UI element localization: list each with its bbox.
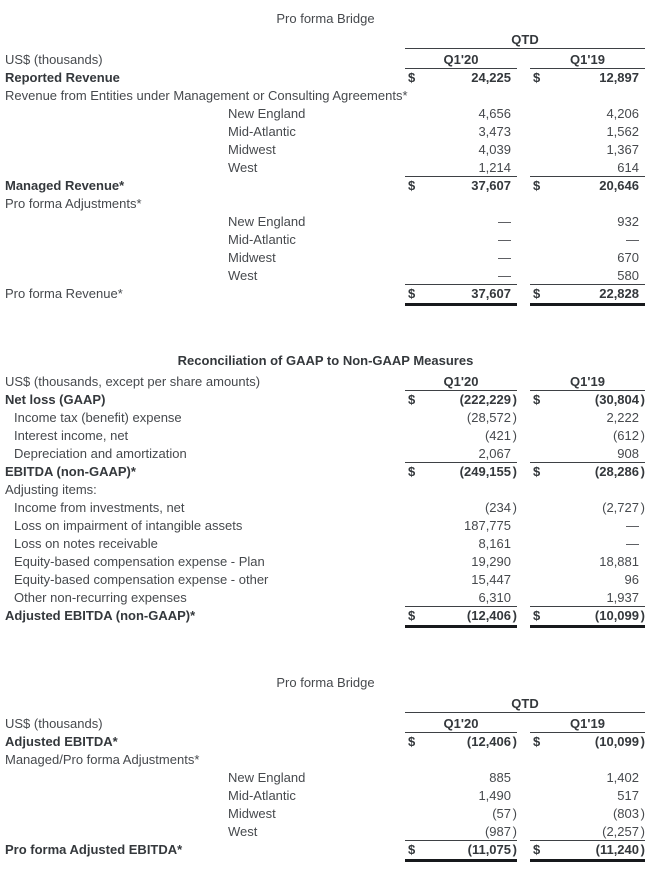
value: 2,222 [606,410,639,425]
table-row [5,535,646,553]
value-cell-q120 [405,231,517,249]
row-label: Loss on notes receivable [14,536,158,551]
row-label: Midwest [228,142,276,157]
column-gap [517,105,530,123]
value: (28,286 [594,464,639,479]
column-header-q120: Q1'20 [405,715,517,733]
value: (421 [484,428,511,443]
table-row [5,249,646,267]
dollar-sign: $ [408,70,416,85]
value: 580 [617,268,639,283]
value-cell-q119 [530,535,645,553]
value: 24,225 [471,70,511,85]
column-header-q120: Q1'20 [405,51,517,69]
table-row [5,159,646,177]
value: 37,607 [471,286,511,301]
column-gap [517,535,530,553]
row-label: West [228,824,258,839]
closing-paren: ) [512,824,517,839]
column-gap [517,841,530,862]
row-label: EBITDA (non-GAAP)* [5,464,136,479]
table-row [5,69,646,87]
column-gap [517,805,530,823]
pro-forma-bridge-revenue [5,10,646,306]
value: (11,240 [595,842,639,857]
value-cell-q120 [405,249,517,267]
table-row [5,805,646,823]
dollar-sign: $ [408,464,416,479]
table-row [5,105,646,123]
table-row [5,571,646,589]
value-cell-q120 [405,427,517,445]
value-cell-q119 [530,589,645,607]
row-label: Midwest [228,250,276,265]
value: (234 [484,500,511,515]
column-gap [517,249,530,267]
column-gap [517,445,530,463]
section-label-row [5,87,646,105]
column-gap [517,267,530,285]
value-cell-q120 [405,105,517,123]
table-row [5,445,646,463]
value: — [498,214,511,229]
dollar-sign: $ [408,178,416,193]
value: 2,067 [478,446,511,461]
table-row [5,589,646,607]
value-cell-q119 [530,177,645,195]
table-row [5,231,646,249]
value: (2,257 [602,824,639,839]
dollar-sign: $ [533,464,541,479]
value-cell-q120 [405,535,517,553]
value: (249,155 [459,464,511,479]
value-cell-q119 [530,141,645,159]
row-label: Revenue from Entities under Management or Consulting Agreements* [5,88,408,103]
row-label: Income tax (benefit) expense [14,410,182,425]
row-label: Mid-Atlantic [228,788,296,803]
value: (12,406 [466,608,511,623]
closing-paren: ) [512,464,517,479]
value: 1,367 [606,142,639,157]
column-gap [517,463,530,481]
value-cell-q119 [530,409,645,427]
value-cell-q120 [405,589,517,607]
value: — [498,232,511,247]
value-cell-q119 [530,159,645,177]
column-gap [517,715,530,733]
value: (28,572 [466,410,511,425]
value: (10,099 [594,608,639,623]
row-label: Mid-Atlantic [228,232,296,247]
value-cell-q120 [405,517,517,535]
table-title: Reconciliation of GAAP to Non-GAAP Measures [177,353,474,368]
column-gap [517,607,530,628]
value-cell-q119 [530,823,645,841]
value-cell-q120 [405,267,517,285]
value: 19,290 [471,554,511,569]
value-cell-q120 [405,159,517,177]
row-label: Adjusted EBITDA* [5,734,118,749]
value: (30,804 [594,392,639,407]
value-cell-q120 [405,787,517,805]
value: (2,727 [602,500,639,515]
value: (12,406 [466,734,511,749]
section-label-row [5,195,646,213]
table-row [5,123,646,141]
closing-paren: ) [640,608,645,623]
value-cell-q119 [530,517,645,535]
column-gap [517,499,530,517]
value-cell-q119 [530,607,645,628]
value: (11,075 [467,842,511,857]
table-row [5,267,646,285]
value-cell-q120 [405,607,517,628]
dollar-sign: $ [408,392,416,407]
value-cell-q120 [405,285,517,306]
unit-label: US$ (thousands) [5,52,103,67]
table-row [5,607,646,628]
table-row [5,769,646,787]
qtd-group-row [5,695,646,713]
table-title: Pro forma Bridge [276,675,375,690]
column-header-row [5,715,646,733]
value: — [626,536,639,551]
value: 1,214 [478,160,511,175]
value-cell-q120 [405,463,517,481]
dollar-sign: $ [533,608,541,623]
column-gap [517,409,530,427]
value: 614 [617,160,639,175]
value: 908 [617,446,639,461]
row-label: Loss on impairment of intangible assets [14,518,243,533]
table-row [5,463,646,481]
value: 885 [489,770,511,785]
value: 1,402 [606,770,639,785]
closing-paren: ) [512,842,517,857]
closing-paren: ) [512,392,517,407]
table-row [5,141,646,159]
row-label: Income from investments, net [14,500,185,515]
value: (10,099 [594,734,639,749]
table-row [5,823,646,841]
value-cell-q119 [530,267,645,285]
value-cell-q120 [405,823,517,841]
column-gap [517,823,530,841]
qtd-group-header: QTD [405,695,645,713]
group-row-spacer [5,695,405,713]
pro-forma-bridge-ebitda [5,674,646,862]
value-cell-q119 [530,391,645,409]
column-header-row [5,373,646,391]
closing-paren: ) [512,806,517,821]
column-gap [517,427,530,445]
column-gap [517,391,530,409]
closing-paren: ) [512,500,517,515]
value: — [498,250,511,265]
value-cell-q120 [405,123,517,141]
value-cell-q120 [405,69,517,87]
value: 37,607 [471,178,511,193]
value: — [626,232,639,247]
closing-paren: ) [512,410,517,425]
value: 1,562 [606,124,639,139]
value-cell-q120 [405,499,517,517]
column-gap [517,517,530,535]
unit-label: US$ (thousands, except per share amounts) [5,374,261,389]
table-row [5,391,646,409]
row-label: Reported Revenue [5,70,120,85]
column-header-q119: Q1'19 [530,51,645,69]
value: 187,775 [464,518,511,533]
row-label: West [228,160,258,175]
table-row [5,409,646,427]
column-gap [517,177,530,195]
table-row [5,427,646,445]
value-cell-q119 [530,733,645,751]
column-header-q119: Q1'19 [530,373,645,391]
value: 18,881 [599,554,639,569]
row-label: Pro forma Adjustments* [5,196,142,211]
value: (987 [484,824,511,839]
value: (57 [492,806,511,821]
value: 670 [617,250,639,265]
column-gap [517,589,530,607]
value: 22,828 [599,286,639,301]
row-label: Midwest [228,806,276,821]
value-cell-q119 [530,787,645,805]
section-label-row [5,481,646,499]
value-cell-q120 [405,445,517,463]
value-cell-q119 [530,285,645,306]
closing-paren: ) [640,842,645,857]
dollar-sign: $ [533,392,541,407]
value-cell-q119 [530,769,645,787]
section-label-row [5,751,646,769]
column-gap [517,123,530,141]
row-label: New England [228,106,306,121]
row-label: Adjusting items: [5,482,97,497]
unit-label: US$ (thousands) [5,716,103,731]
value-cell-q120 [405,571,517,589]
row-label: Equity-based compensation expense - Plan [14,554,265,569]
closing-paren: ) [640,734,645,749]
qtd-group-row [5,31,646,49]
table-row [5,787,646,805]
row-label: Pro forma Adjusted EBITDA* [5,842,183,857]
value-cell-q119 [530,123,645,141]
value-cell-q119 [530,805,645,823]
column-gap [517,159,530,177]
dollar-sign: $ [533,734,541,749]
closing-paren: ) [512,734,517,749]
column-header-q120: Q1'20 [405,373,517,391]
value: 1,490 [478,788,511,803]
value: 20,646 [599,178,639,193]
dollar-sign: $ [533,70,541,85]
dollar-sign: $ [533,842,541,857]
value: (803 [612,806,639,821]
value-cell-q119 [530,445,645,463]
value: 6,310 [478,590,511,605]
closing-paren: ) [512,428,517,443]
closing-paren: ) [640,500,645,515]
table-row [5,733,646,751]
value-cell-q119 [530,553,645,571]
value: 96 [624,572,639,587]
row-label: West [228,268,258,283]
closing-paren: ) [640,806,645,821]
group-row-spacer [5,31,405,49]
table-row [5,517,646,535]
value: 4,656 [478,106,511,121]
column-gap [517,733,530,751]
column-gap [517,571,530,589]
column-gap [517,769,530,787]
table-row [5,213,646,231]
table-row [5,553,646,571]
value-cell-q120 [405,177,517,195]
dollar-sign: $ [533,286,541,301]
row-label: Net loss (GAAP) [5,392,106,407]
value-cell-q119 [530,841,645,862]
column-header-q119: Q1'19 [530,715,645,733]
value-cell-q119 [530,213,645,231]
closing-paren: ) [512,608,517,623]
value-cell-q120 [405,391,517,409]
row-label: New England [228,770,306,785]
value-cell-q120 [405,409,517,427]
value-cell-q120 [405,213,517,231]
row-label: Managed Revenue* [5,178,125,193]
value-cell-q120 [405,553,517,571]
value: 4,039 [478,142,511,157]
dollar-sign: $ [408,734,416,749]
table-row [5,285,646,306]
row-label: New England [228,214,306,229]
value: (612 [612,428,639,443]
value-cell-q120 [405,769,517,787]
closing-paren: ) [640,824,645,839]
table-title: Pro forma Bridge [276,11,375,26]
value-cell-q119 [530,463,645,481]
value: 15,447 [471,572,511,587]
row-label: Other non-recurring expenses [14,590,187,605]
column-gap [517,553,530,571]
row-label: Managed/Pro forma Adjustments* [5,752,200,767]
row-label: Depreciation and amortization [14,446,187,461]
value-cell-q119 [530,249,645,267]
table-row [5,499,646,517]
row-label: Interest income, net [14,428,129,443]
value: 1,937 [606,590,639,605]
gaap-reconciliation [5,352,646,628]
closing-paren: ) [640,464,645,479]
value-cell-q120 [405,141,517,159]
value: 517 [617,788,639,803]
table-row [5,177,646,195]
column-gap [517,231,530,249]
dollar-sign: $ [408,608,416,623]
value-cell-q119 [530,69,645,87]
value: 12,897 [599,70,639,85]
value-cell-q119 [530,231,645,249]
value-cell-q120 [405,733,517,751]
closing-paren: ) [640,428,645,443]
qtd-group-header: QTD [405,31,645,49]
value-cell-q119 [530,427,645,445]
value: (222,229 [459,392,511,407]
column-header-row [5,51,646,69]
column-gap [517,373,530,391]
dollar-sign: $ [408,842,416,857]
column-gap [517,69,530,87]
table-row [5,841,646,862]
closing-paren: ) [640,392,645,407]
value: 3,473 [478,124,511,139]
value-cell-q119 [530,571,645,589]
column-gap [517,51,530,69]
value: — [498,268,511,283]
dollar-sign: $ [408,286,416,301]
value-cell-q119 [530,499,645,517]
dollar-sign: $ [533,178,541,193]
value-cell-q119 [530,105,645,123]
row-label: Mid-Atlantic [228,124,296,139]
row-label: Pro forma Revenue* [5,286,123,301]
value: 8,161 [478,536,511,551]
value-cell-q120 [405,805,517,823]
column-gap [517,285,530,306]
value: 4,206 [606,106,639,121]
row-label: Equity-based compensation expense - other [14,572,269,587]
column-gap [517,141,530,159]
column-gap [517,213,530,231]
value: 932 [617,214,639,229]
column-gap [517,787,530,805]
value-cell-q120 [405,841,517,862]
row-label: Adjusted EBITDA (non-GAAP)* [5,608,196,623]
value: — [626,518,639,533]
